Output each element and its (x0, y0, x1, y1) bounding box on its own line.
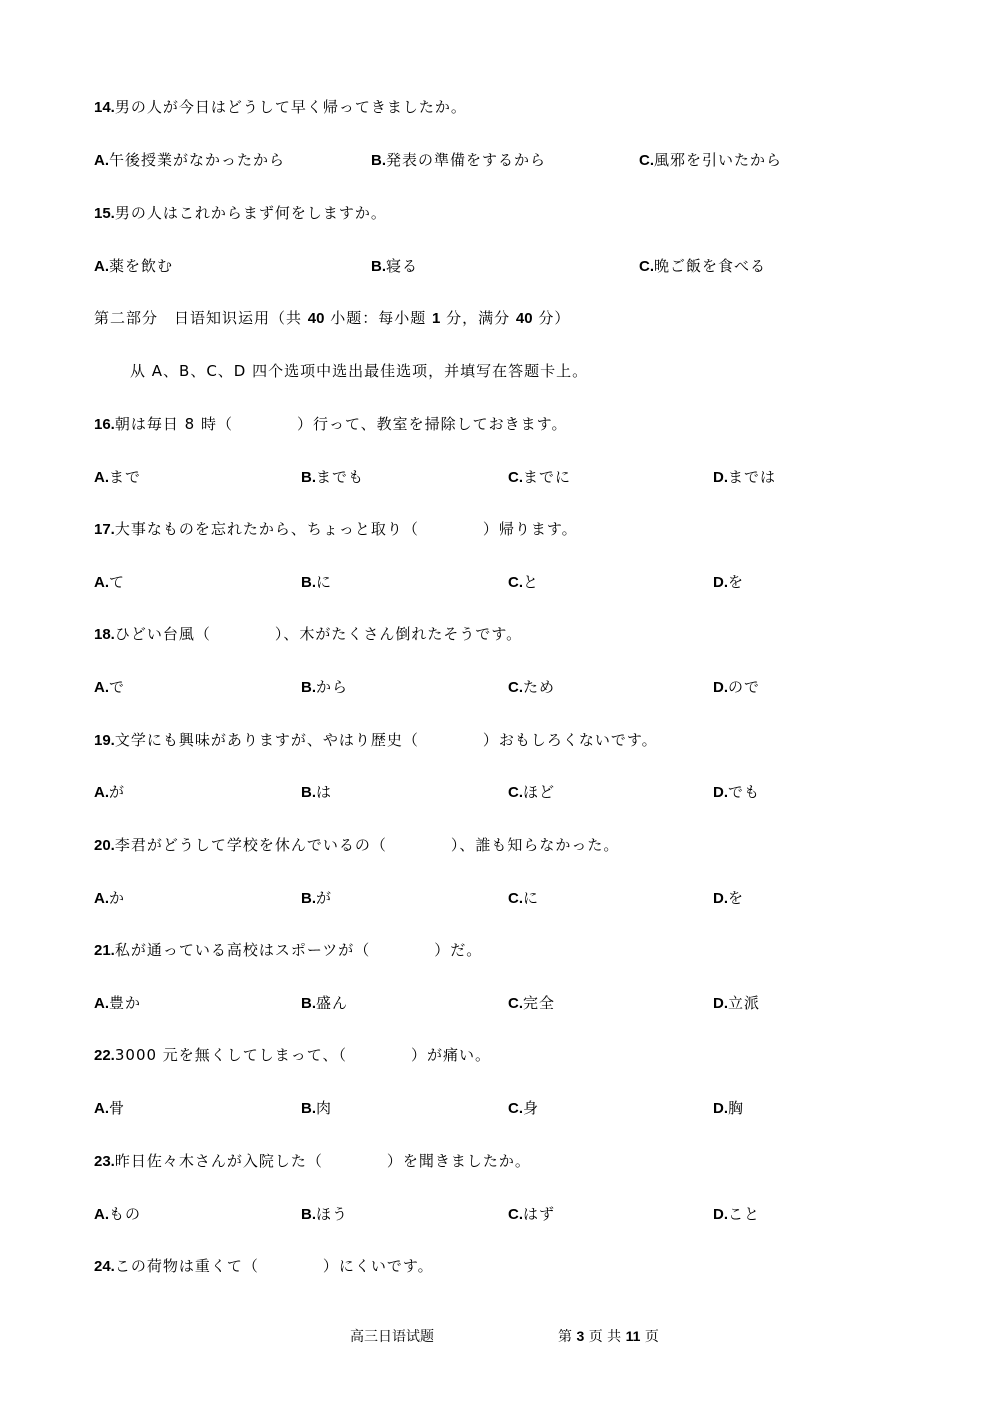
question-text: 朝は毎日 8 時（ ）行って、教室を掃除しておきます。 (114, 415, 568, 433)
question-number: 23. (94, 1153, 115, 1170)
question-text: 李君がどうして学校を休んでいるの（ ）、誰も知らなかった。 (114, 836, 620, 854)
option-22-c: C.身 (508, 1099, 540, 1117)
option-16-b: B.までも (301, 468, 365, 486)
question-number: 15. (94, 205, 115, 222)
option-19-c: C.ほど (508, 783, 556, 801)
question-text: 昨日佐々木さんが入院した（ ）を聞きましたか。 (114, 1152, 531, 1170)
option-18-b: B.から (301, 678, 349, 696)
option-16-c: C.までに (508, 468, 572, 486)
question-text: この荷物は重くて（ ）にくいです。 (114, 1257, 434, 1275)
option-21-c: C.完全 (508, 994, 556, 1012)
question-number: 16. (94, 416, 115, 433)
question-18 (94, 623, 522, 646)
question-number: 14. (94, 99, 115, 116)
option-21-d: D.立派 (713, 994, 761, 1012)
option-19-b: B.は (301, 783, 333, 801)
question-number: 20. (94, 837, 115, 854)
option-14-c: C.風邪を引いたから (639, 151, 783, 169)
option-20-a: A.か (94, 889, 126, 907)
option-15-a: A.薬を飲む (94, 257, 174, 275)
option-20-c: C.に (508, 889, 540, 907)
option-15-c: C.晩ご飯を食べる (639, 257, 767, 275)
question-16 (94, 413, 567, 436)
option-22-b: B.肉 (301, 1099, 333, 1117)
question-text: 大事なものを忘れたから、ちょっと取り（ ）帰ります。 (114, 520, 578, 538)
question-text: 男の人が今日はどうして早く帰ってきましたか。 (114, 98, 467, 116)
option-17-d: D.を (713, 573, 745, 591)
question-text: 3000 元を無くしてしまって、（ ）が痛い。 (114, 1046, 492, 1064)
option-14-b: B.発表の準備をするから (371, 151, 547, 169)
question-14 (94, 96, 467, 119)
option-20-d: D.を (713, 889, 745, 907)
option-18-d: D.ので (713, 678, 761, 696)
question-19 (94, 729, 658, 752)
option-17-c: C.と (508, 573, 540, 591)
option-23-c: C.はず (508, 1205, 556, 1223)
option-18-a: A.で (94, 678, 126, 696)
option-23-a: A.もの (94, 1205, 142, 1223)
option-15-b: B.寝る (371, 257, 419, 275)
question-number: 21. (94, 942, 115, 959)
question-15 (94, 202, 387, 225)
question-number: 18. (94, 626, 115, 643)
option-22-d: D.胸 (713, 1099, 745, 1117)
question-number: 22. (94, 1047, 115, 1064)
question-text: 私が通っている高校はスポーツが（ ）だ。 (114, 941, 483, 959)
question-number: 19. (94, 732, 115, 749)
option-20-b: B.が (301, 889, 333, 907)
question-23 (94, 1150, 531, 1173)
section-instruction: 从 A、B、C、D 四个选项中选出最佳选项，并填写在答题卡上。 (130, 362, 589, 380)
option-19-a: A.が (94, 783, 126, 801)
option-23-b: B.ほう (301, 1205, 349, 1223)
option-21-b: B.盛ん (301, 994, 349, 1012)
question-number: 24. (94, 1258, 115, 1275)
option-14-a: A.午後授業がなかったから (94, 151, 286, 169)
option-21-a: A.豊か (94, 994, 142, 1012)
question-17 (94, 518, 578, 541)
option-18-c: C.ため (508, 678, 556, 696)
option-19-d: D.でも (713, 783, 761, 801)
footer-page-number: 第 3 页 共 11 页 (558, 1328, 659, 1345)
option-17-b: B.に (301, 573, 333, 591)
option-16-d: D.までは (713, 468, 777, 486)
question-22 (94, 1044, 491, 1067)
question-21 (94, 939, 482, 962)
option-17-a: A.て (94, 573, 126, 591)
question-number: 17. (94, 521, 115, 538)
option-23-d: D.こと (713, 1205, 761, 1223)
section-title: 第二部分 日语知识运用（共 40 小题：每小题 1 分，满分 40 分） (94, 309, 571, 327)
question-text: 文学にも興味がありますが、やはり歴史（ ）おもしろくないです。 (114, 731, 658, 749)
footer-subject: 高三日语试题 (350, 1329, 434, 1345)
question-20 (94, 834, 619, 857)
question-text: 男の人はこれからまず何をしますか。 (114, 204, 387, 222)
option-16-a: A.まで (94, 468, 142, 486)
option-22-a: A.骨 (94, 1099, 126, 1117)
question-24 (94, 1255, 434, 1278)
question-text: ひどい台風（ ）、木がたくさん倒れたそうです。 (114, 625, 523, 643)
